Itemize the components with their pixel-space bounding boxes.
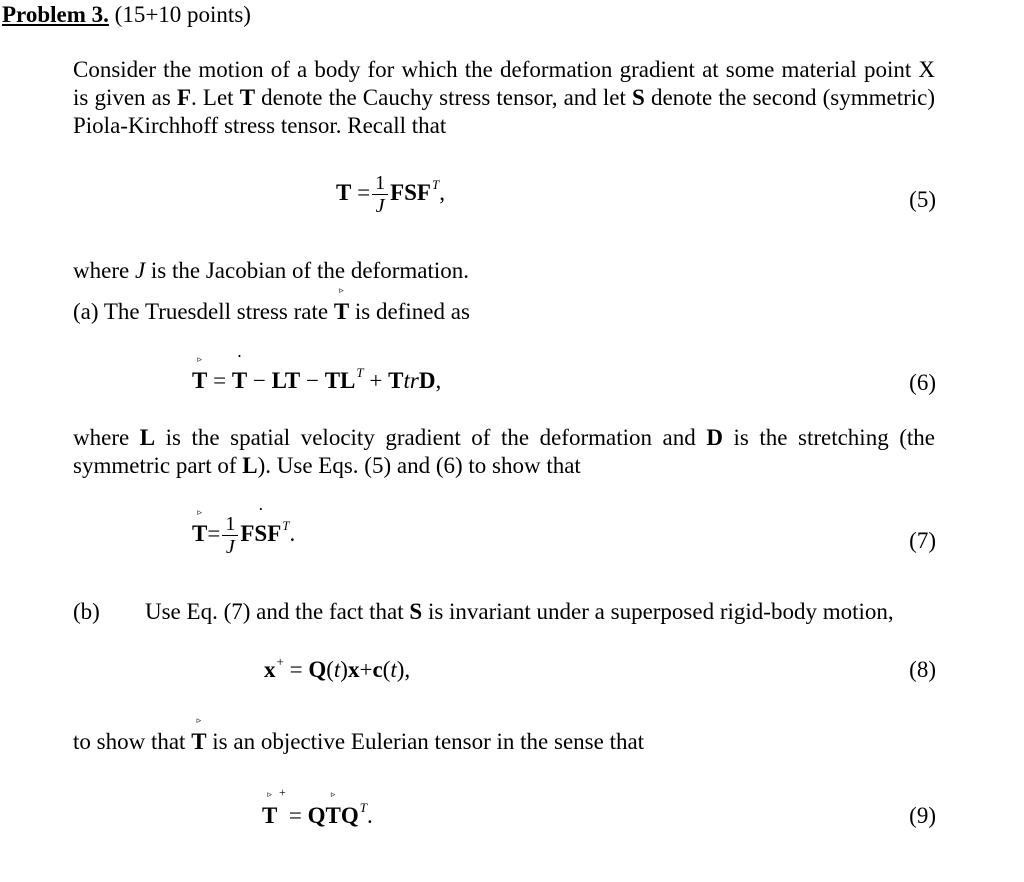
problem-label: Problem 3.: [2, 2, 109, 27]
part-b-text: Use Eq. (7) and the fact that S is invariant under a superposed rigid-body motion,: [145, 599, 894, 624]
objective-text: to show that ▹ T is an objective Eulerian tensor in the sense that: [73, 715, 645, 754]
equation-number-9: (9): [909, 803, 936, 828]
triangle-accent-icon: ▹: [267, 789, 272, 799]
equation-number-7: (7): [909, 528, 936, 553]
triangle-accent-icon: ▹: [339, 285, 344, 295]
triangle-accent-icon: ▹: [330, 789, 336, 799]
part-a-text: (a) The Truesdell stress rate ▹ T is defined as: [73, 285, 470, 324]
where-J-text: where J is the Jacobian of the deformation.: [73, 258, 469, 283]
problem-points: (15+10 points): [114, 2, 251, 27]
triangle-accent-icon: ▹: [196, 715, 202, 725]
equation-number-8: (8): [909, 657, 936, 682]
eq7-fraction: $\frac{1}{J}$: [222, 513, 238, 558]
triangle-accent-icon: ▹: [197, 354, 202, 364]
equation-5: T = $\frac{1}{J}$ $FSF^T$,: [336, 172, 445, 217]
dot-accent-icon: ˙: [257, 503, 265, 526]
intro-paragraph: Consider the motion of a body for which the deformation gradient at some material point X is given as F. Let T denote the Cauchy stress tensor, and let S denote the second (symmetric) Piola-Kirchhoff stress tensor. Recall that: [73, 57, 935, 138]
part-b-label: (b): [73, 599, 100, 624]
equation-8: x+ = Q(t)x+c(t),: [264, 654, 411, 682]
equation-9: ▹ + T = Q ▹ $TQ^T$.: [262, 785, 373, 828]
equation-7: ▹ T= $\frac{1}{J}$ F ˙ $SF^T$.: [192, 503, 296, 558]
truesdell-T: ▹ T: [333, 285, 350, 324]
eq5-fraction: $\frac{1}{J}$: [372, 172, 388, 217]
dot-accent-icon: ˙: [236, 351, 243, 373]
where-L-paragraph: where L is the spatial velocity gradient of the deformation and D is the stretching (the symmetric part of L). Use Eqs. (5) and (6) to show that: [73, 425, 936, 478]
problem-heading: [2, 2, 251, 28]
equation-number-5: (5): [909, 187, 936, 212]
equation-6: ▹ T = ˙ T − LT − $TL^T$ + TtrD,: [192, 351, 442, 393]
equation-number-6: (6): [909, 370, 936, 395]
triangle-accent-icon: ▹: [197, 506, 202, 517]
